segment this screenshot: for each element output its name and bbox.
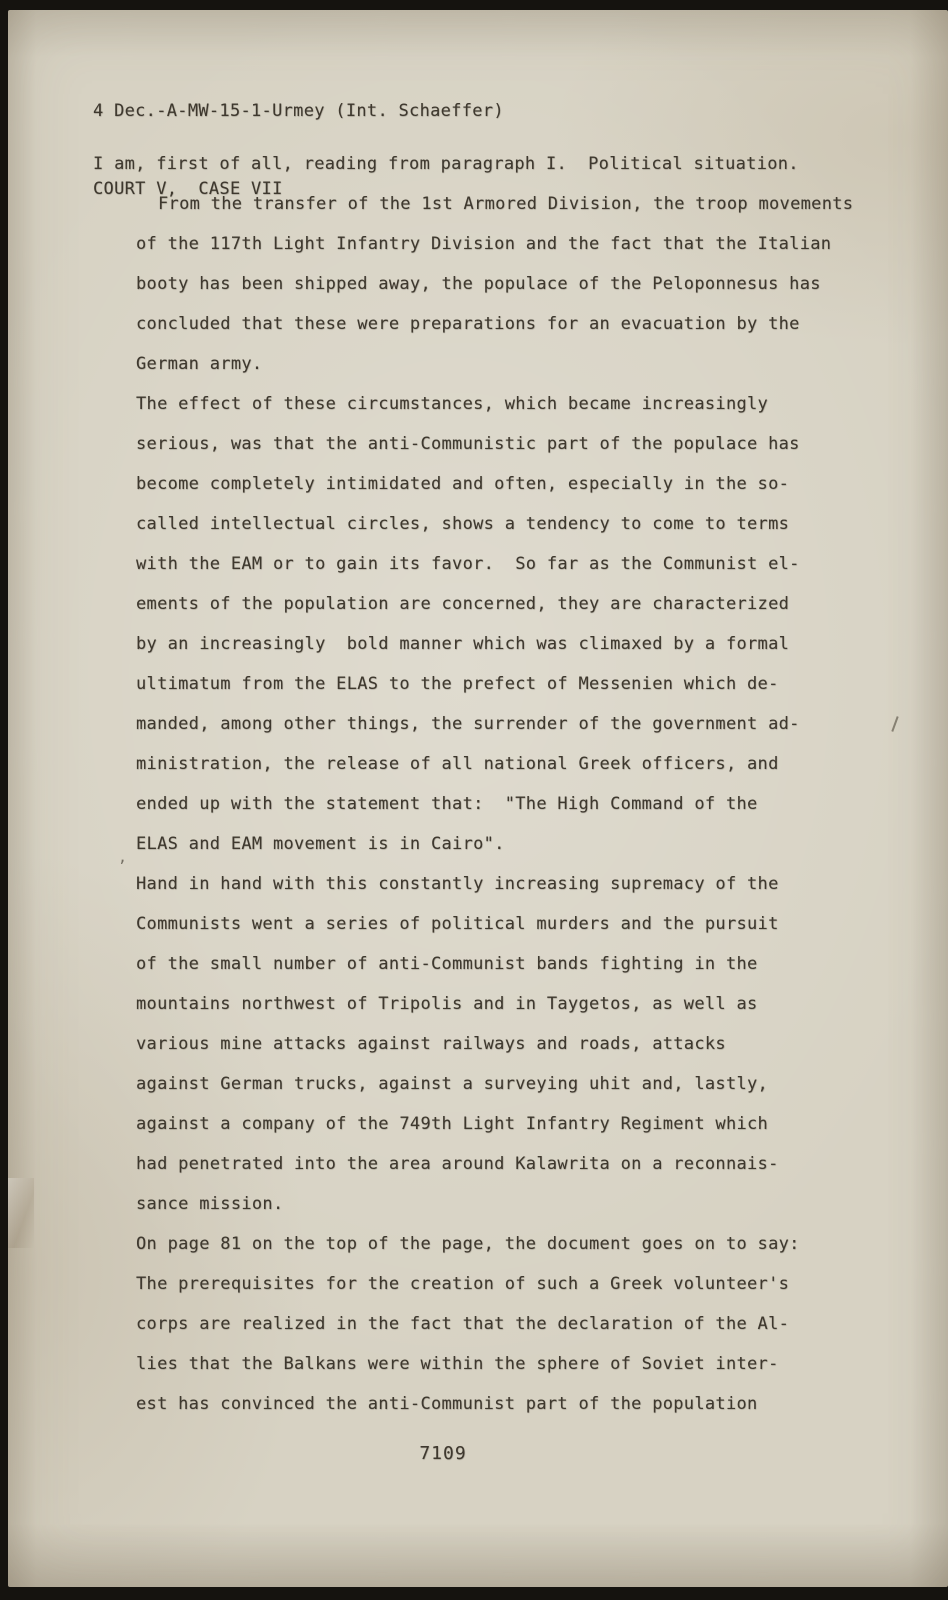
stray-typed-mark: , xyxy=(118,848,128,866)
text-line: ended up with the statement that: "The High Command of the xyxy=(136,794,758,814)
text-line: I am, first of all, reading from paragraph I. Political situation. xyxy=(93,154,799,174)
page-number: 7109 xyxy=(419,1443,467,1464)
pen-slash-artifact xyxy=(891,716,898,732)
text-line: est has convinced the anti-Communist part of the population xyxy=(136,1394,758,1414)
text-line: ELAS and EAM movement is in Cairo". xyxy=(136,834,505,854)
document-body xyxy=(93,144,853,1424)
text-line: The effect of these circumstances, which became increasingly xyxy=(136,394,769,414)
text-line: manded, among other things, the surrender of the government ad- xyxy=(136,714,800,734)
header-reference-line: 4 Dec.-A-MW-15-1-Urmey (Int. Schaeffer) xyxy=(93,101,504,121)
document-page xyxy=(8,10,948,1587)
text-line: become completely intimidated and often, especially in the so- xyxy=(136,474,790,494)
text-line: mountains northwest of Tripolis and in Taygetos, as well as xyxy=(136,994,758,1014)
text-line: On page 81 on the top of the page, the document goes on to say: xyxy=(136,1234,800,1254)
text-line: against a company of the 749th Light Infantry Regiment which xyxy=(136,1114,769,1134)
text-line: The prerequisites for the creation of such a Greek volunteer's xyxy=(136,1274,790,1294)
header-court-case-line: COURT V, CASE VII xyxy=(93,179,283,199)
text-line: booty has been shipped away, the populace of the Peloponnesus has xyxy=(136,274,821,294)
text-line: had penetrated into the area around Kalawrita on a reconnais- xyxy=(136,1154,779,1174)
text-line: Communists went a series of political murders and the pursuit xyxy=(136,914,779,934)
text-line: called intellectual circles, shows a tendency to come to terms xyxy=(136,514,790,534)
text-line: concluded that these were preparations for an evacuation by the xyxy=(136,314,800,334)
text-line: ministration, the release of all national Greek officers, and xyxy=(136,754,779,774)
text-line: corps are realized in the fact that the declaration of the Al- xyxy=(136,1314,790,1334)
text-line: sance mission. xyxy=(136,1194,284,1214)
paper-fold-crease xyxy=(8,1178,34,1248)
text-line: Hand in hand with this constantly increasing supremacy of the xyxy=(136,874,779,894)
text-line: against German trucks, against a surveying uhit and, lastly, xyxy=(136,1074,769,1094)
text-line: of the 117th Light Infantry Division and the fact that the Italian xyxy=(136,234,832,254)
text-line: German army. xyxy=(136,354,263,374)
text-line: by an increasingly bold manner which was climaxed by a formal xyxy=(136,634,790,654)
text-line: From the transfer of the 1st Armored Division, the troop movements xyxy=(158,194,854,214)
text-line: serious, was that the anti-Communistic part of the populace has xyxy=(136,434,800,454)
text-line: of the small number of anti-Communist bands fighting in the xyxy=(136,954,758,974)
text-line: lies that the Balkans were within the sphere of Soviet inter- xyxy=(136,1354,779,1374)
text-line: ultimatum from the ELAS to the prefect of Messenien which de- xyxy=(136,674,779,694)
text-line: ements of the population are concerned, they are characterized xyxy=(136,594,790,614)
text-line: with the EAM or to gain its favor. So far as the Communist el- xyxy=(136,554,800,574)
text-line: various mine attacks against railways and roads, attacks xyxy=(136,1034,726,1054)
